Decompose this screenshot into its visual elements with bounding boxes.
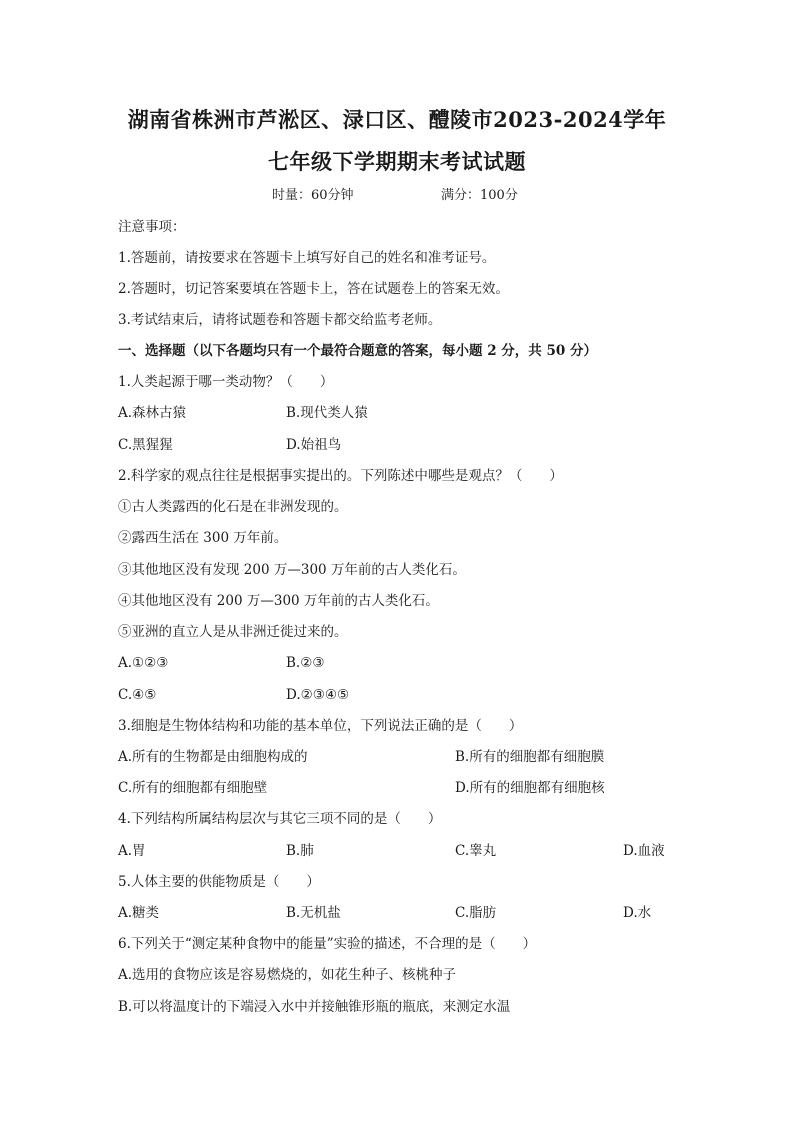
answer-option: A.选用的食物应该是容易燃烧的，如花生种子、核桃种子 [118, 967, 457, 983]
answer-option: C.睾丸 [455, 843, 497, 859]
full-score: 满分：100分 [441, 188, 518, 203]
question-statement: ②露西生活在 300 万年前。 [118, 530, 288, 546]
question-stem: 3.细胞是生物体结构和功能的基本单位，下列说法正确的是（ ） [118, 718, 523, 734]
answer-option: B.无机盐 [286, 905, 341, 921]
answer-option: D.水 [623, 905, 652, 921]
answer-option: D.②③④⑤ [286, 687, 350, 703]
answer-option: B.②③ [286, 655, 325, 671]
answer-option: A.①②③ [118, 655, 169, 671]
question-statement: ④其他地区没有 200 万—300 万年前的古人类化石。 [118, 593, 439, 609]
section-heading: 一、选择题（以下各题均只有一个最符合题意的答案，每小题 2 分，共 50 分） [118, 343, 597, 359]
answer-option: A.森林古猿 [118, 405, 187, 421]
answer-option: D.始祖鸟 [286, 437, 342, 453]
answer-option: B.所有的细胞都有细胞膜 [455, 749, 605, 765]
exam-title-line2: 七年级下学期期末考试试题 [268, 149, 526, 174]
answer-option: C.所有的细胞都有细胞壁 [118, 780, 268, 796]
answer-option: B.肺 [286, 843, 314, 859]
question-statement: ⑤亚洲的直立人是从非洲迁徙过来的。 [118, 624, 348, 640]
answer-option: B.可以将温度计的下端浸入水中并接触锥形瓶的瓶底，来测定水温 [118, 999, 511, 1015]
notice-item: 3.考试结束后，请将试题卷和答题卡都交给监考老师。 [118, 312, 442, 328]
time-limit: 时量：60分钟 [272, 188, 354, 203]
question-stem: 2.科学家的观点往往是根据事实提出的。下列陈述中哪些是观点？（ ） [118, 468, 563, 484]
exam-title-line1: 湖南省株洲市芦淞区、渌口区、醴陵市2023-2024学年 [127, 107, 667, 132]
question-statement: ③其他地区没有发现 200 万—300 万年前的古人类化石。 [118, 562, 466, 578]
answer-option: D.所有的细胞都有细胞核 [455, 780, 605, 796]
notice-heading: 注意事项： [118, 219, 186, 235]
answer-option: A.胃 [118, 843, 146, 859]
answer-option: D.血液 [623, 843, 665, 859]
notice-item: 2.答题时，切记答案要填在答题卡上，答在试题卷上的答案无效。 [118, 281, 509, 297]
answer-option: A.糖类 [118, 905, 160, 921]
question-stem: 5.人体主要的供能物质是（ ） [118, 874, 320, 890]
answer-option: A.所有的生物都是由细胞构成的 [118, 749, 308, 765]
question-stem: 4.下列结构所属结构层次与其它三项不同的是（ ） [118, 811, 442, 827]
answer-option: B.现代类人猿 [286, 405, 368, 421]
answer-option: C.④⑤ [118, 687, 157, 703]
notice-item: 1.答题前，请按要求在答题卡上填写好自己的姓名和准考证号。 [118, 250, 496, 266]
question-stem: 1.人类起源于哪一类动物？（ ） [118, 374, 334, 390]
answer-option: C.黑猩猩 [118, 437, 173, 453]
question-stem: 6.下列关于“测定某种食物中的能量”实验的描述，不合理的是（ ） [118, 936, 537, 952]
question-statement: ①古人类露西的化石是在非洲发现的。 [118, 499, 348, 515]
answer-option: C.脂肪 [455, 905, 497, 921]
